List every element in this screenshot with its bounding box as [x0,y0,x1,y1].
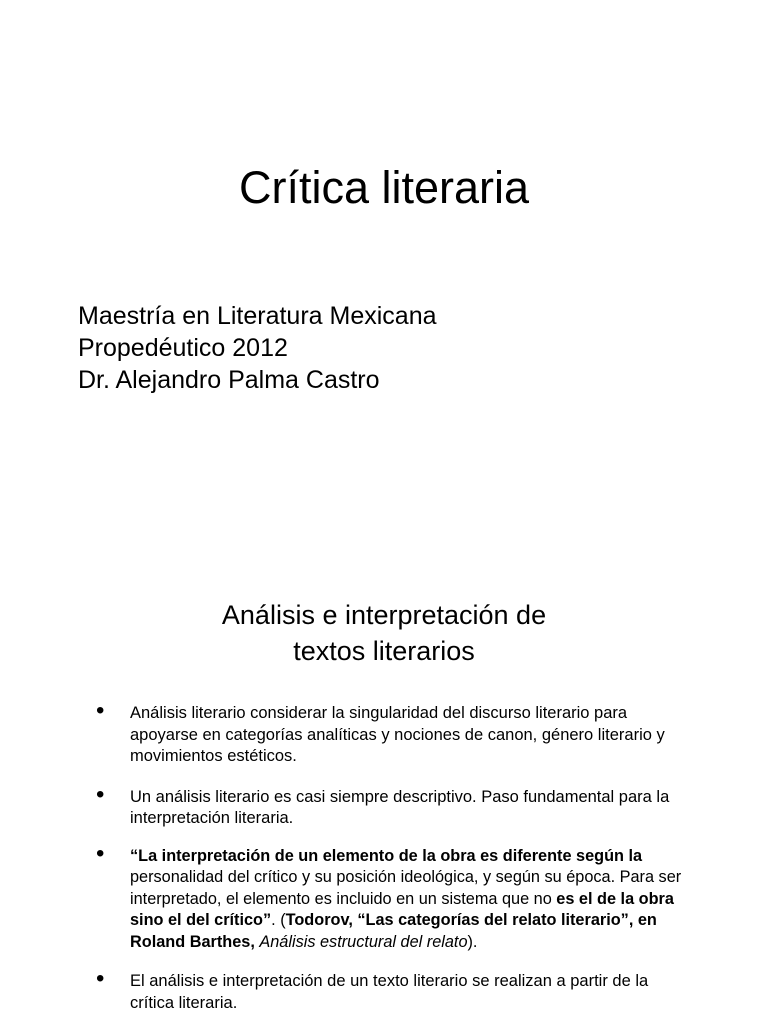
bullet-list [96,697,686,1032]
bullet-item-quote [96,839,686,954]
slide-1-title: Crítica literaria [238,162,530,213]
bullet-text: Análisis literario considerar la singularidad del discurso literario para apoyarse en categorías analíticas y nociones de canon, género literario y movimientos estéticos. [130,704,665,765]
quote-text [130,847,681,951]
slide-1-subtitle [78,300,437,396]
bullet-item [96,780,686,830]
bullet-dot-icon: • [96,697,105,724]
slide-2-title [0,597,768,669]
subtitle-line-program: Maestría en Literatura Mexicana [78,302,437,330]
slide-2-title-line-2: textos literarios [293,636,475,666]
bullet-item [96,697,686,768]
quote-middle: personalidad del crítico y su posición ideológica, y según su época. Para ser interpretado, el elemento es incluido en un sistema que no [130,868,682,908]
citation-suffix: ). [467,932,478,951]
slide-2 [0,540,768,1024]
subtitle-line-course: Propedéutico 2012 [78,334,288,362]
bullet-dot-icon: • [96,965,105,992]
subtitle-line-author: Dr. Alejandro Palma Castro [78,366,380,394]
bullet-text: Un análisis literario es casi siempre descriptivo. Paso fundamental para la interpretación literaria. [130,787,670,827]
bullet-text: El análisis e interpretación de un texto literario se realizan a partir de la crítica literaria. [130,972,649,1012]
citation-book-title: Análisis estructural del relato [259,932,468,951]
citation-prefix: . ( [271,911,286,929]
bullet-dot-icon: • [96,839,105,867]
citation-bold: Todorov, “Las categorías del relato literario”, en Roland Barthes, [130,911,657,951]
bullet-item [96,965,686,1014]
slide-2-title-line-1: Análisis e interpretación de [221,600,547,630]
bullet-dot-icon: • [96,780,105,808]
quote-bold-start: “La interpretación de un elemento de la obra es diferente según la [130,846,643,865]
quote-bold-end: es el de la obra sino el del crítico” [130,889,674,929]
